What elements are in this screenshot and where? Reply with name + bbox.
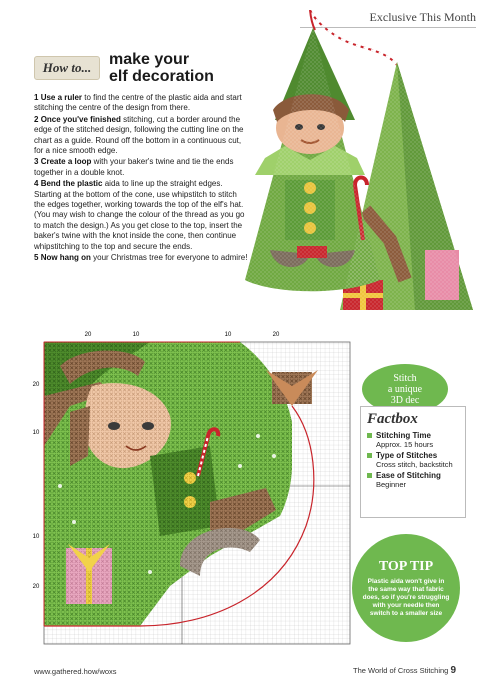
step-lead: Bend the plastic <box>40 179 103 189</box>
fact-value: Cross stitch, backstitch <box>376 460 453 469</box>
step-text: aida to line up the straight edges. Starting at the bottom of the cone, use whipstitch to stitch the edges together, working towards the top of the elf's hat. (You may wish to change the colour of the thread as you go to match the design.) As you get close to the top, insert the baker's twine with the knot inside the cone, then continue whipstitching to the top and secure the ends. <box>34 179 245 251</box>
tick-label: 20 <box>272 332 280 338</box>
tick-label: 20 <box>32 584 40 590</box>
fact-label: Ease of Stitching <box>376 471 441 480</box>
footer-url: www.gathered.how/woxs <box>34 667 117 676</box>
badge-line: a unique <box>387 383 423 395</box>
tick-label: 10 <box>32 430 40 436</box>
step-number: 3 <box>34 157 39 167</box>
step-3 <box>34 157 250 178</box>
tick-label: 10 <box>224 332 232 338</box>
tick-label: 10 <box>132 332 140 338</box>
title-line-2: elf decoration <box>109 68 214 85</box>
factbox-item-stitching-time <box>367 431 459 449</box>
step-lead: Now hang on <box>40 253 91 263</box>
fact-label: Stitching Time <box>376 431 431 440</box>
step-number: 4 <box>34 179 39 189</box>
factbox <box>360 406 466 518</box>
step-lead: Once you've finished <box>40 114 121 124</box>
badge-line: 3D dec <box>390 394 420 406</box>
instructions <box>34 93 250 265</box>
top-tip-title: TOP TIP <box>378 558 434 574</box>
fact-value: Approx. 15 hours <box>376 440 434 449</box>
section-title: Exclusive This Month <box>369 10 476 24</box>
how-to-badge: How to... <box>34 56 100 80</box>
page-number: 9 <box>450 665 456 676</box>
step-lead: Create a loop <box>40 157 92 167</box>
step-text: with your baker's twine and tie the ends together in a double knot. <box>34 157 234 177</box>
fact-value: Beginner <box>376 480 407 489</box>
tick-label: 20 <box>84 332 92 338</box>
fact-label: Type of Stitches <box>376 451 438 460</box>
step-5 <box>34 253 250 263</box>
magazine-name: The World of Cross Stitching <box>353 666 449 675</box>
step-lead: Use a ruler <box>40 93 83 102</box>
step-4 <box>34 179 250 252</box>
top-tip-badge <box>352 534 460 642</box>
tick-label: 20 <box>32 382 40 388</box>
factbox-title: Factbox <box>367 411 418 427</box>
step-2 <box>34 115 250 157</box>
step-number: 2 <box>34 114 39 124</box>
footer-magazine <box>300 665 456 676</box>
factbox-item-stitch-types <box>367 451 459 469</box>
badge-line: Stitch <box>393 372 417 384</box>
tick-label: 10 <box>32 534 40 540</box>
title-line-1: make your <box>109 51 190 68</box>
top-tip-body: Plastic aida won't give in the same way that fabric does, so if you're struggling with your needle then switch to a smaller size <box>362 577 450 617</box>
cross-stitch-chart <box>30 326 360 648</box>
step-text: your Christmas tree for everyone to admire! <box>93 253 248 263</box>
how-to-title <box>109 51 259 85</box>
step-number: 1 <box>34 93 39 102</box>
step-text: to find the centre of the plastic aida and start stitching the centre of the design from there. <box>34 93 242 113</box>
step-text: stitching, cut a border around the edge of the stitched design, following the cutting line on the chart as a guide. Round off the bottom in a continuous cut, for a nice smooth edge. <box>34 114 244 156</box>
factbox-item-ease <box>367 471 459 489</box>
step-number: 5 <box>34 253 39 263</box>
step-1 <box>34 93 250 114</box>
